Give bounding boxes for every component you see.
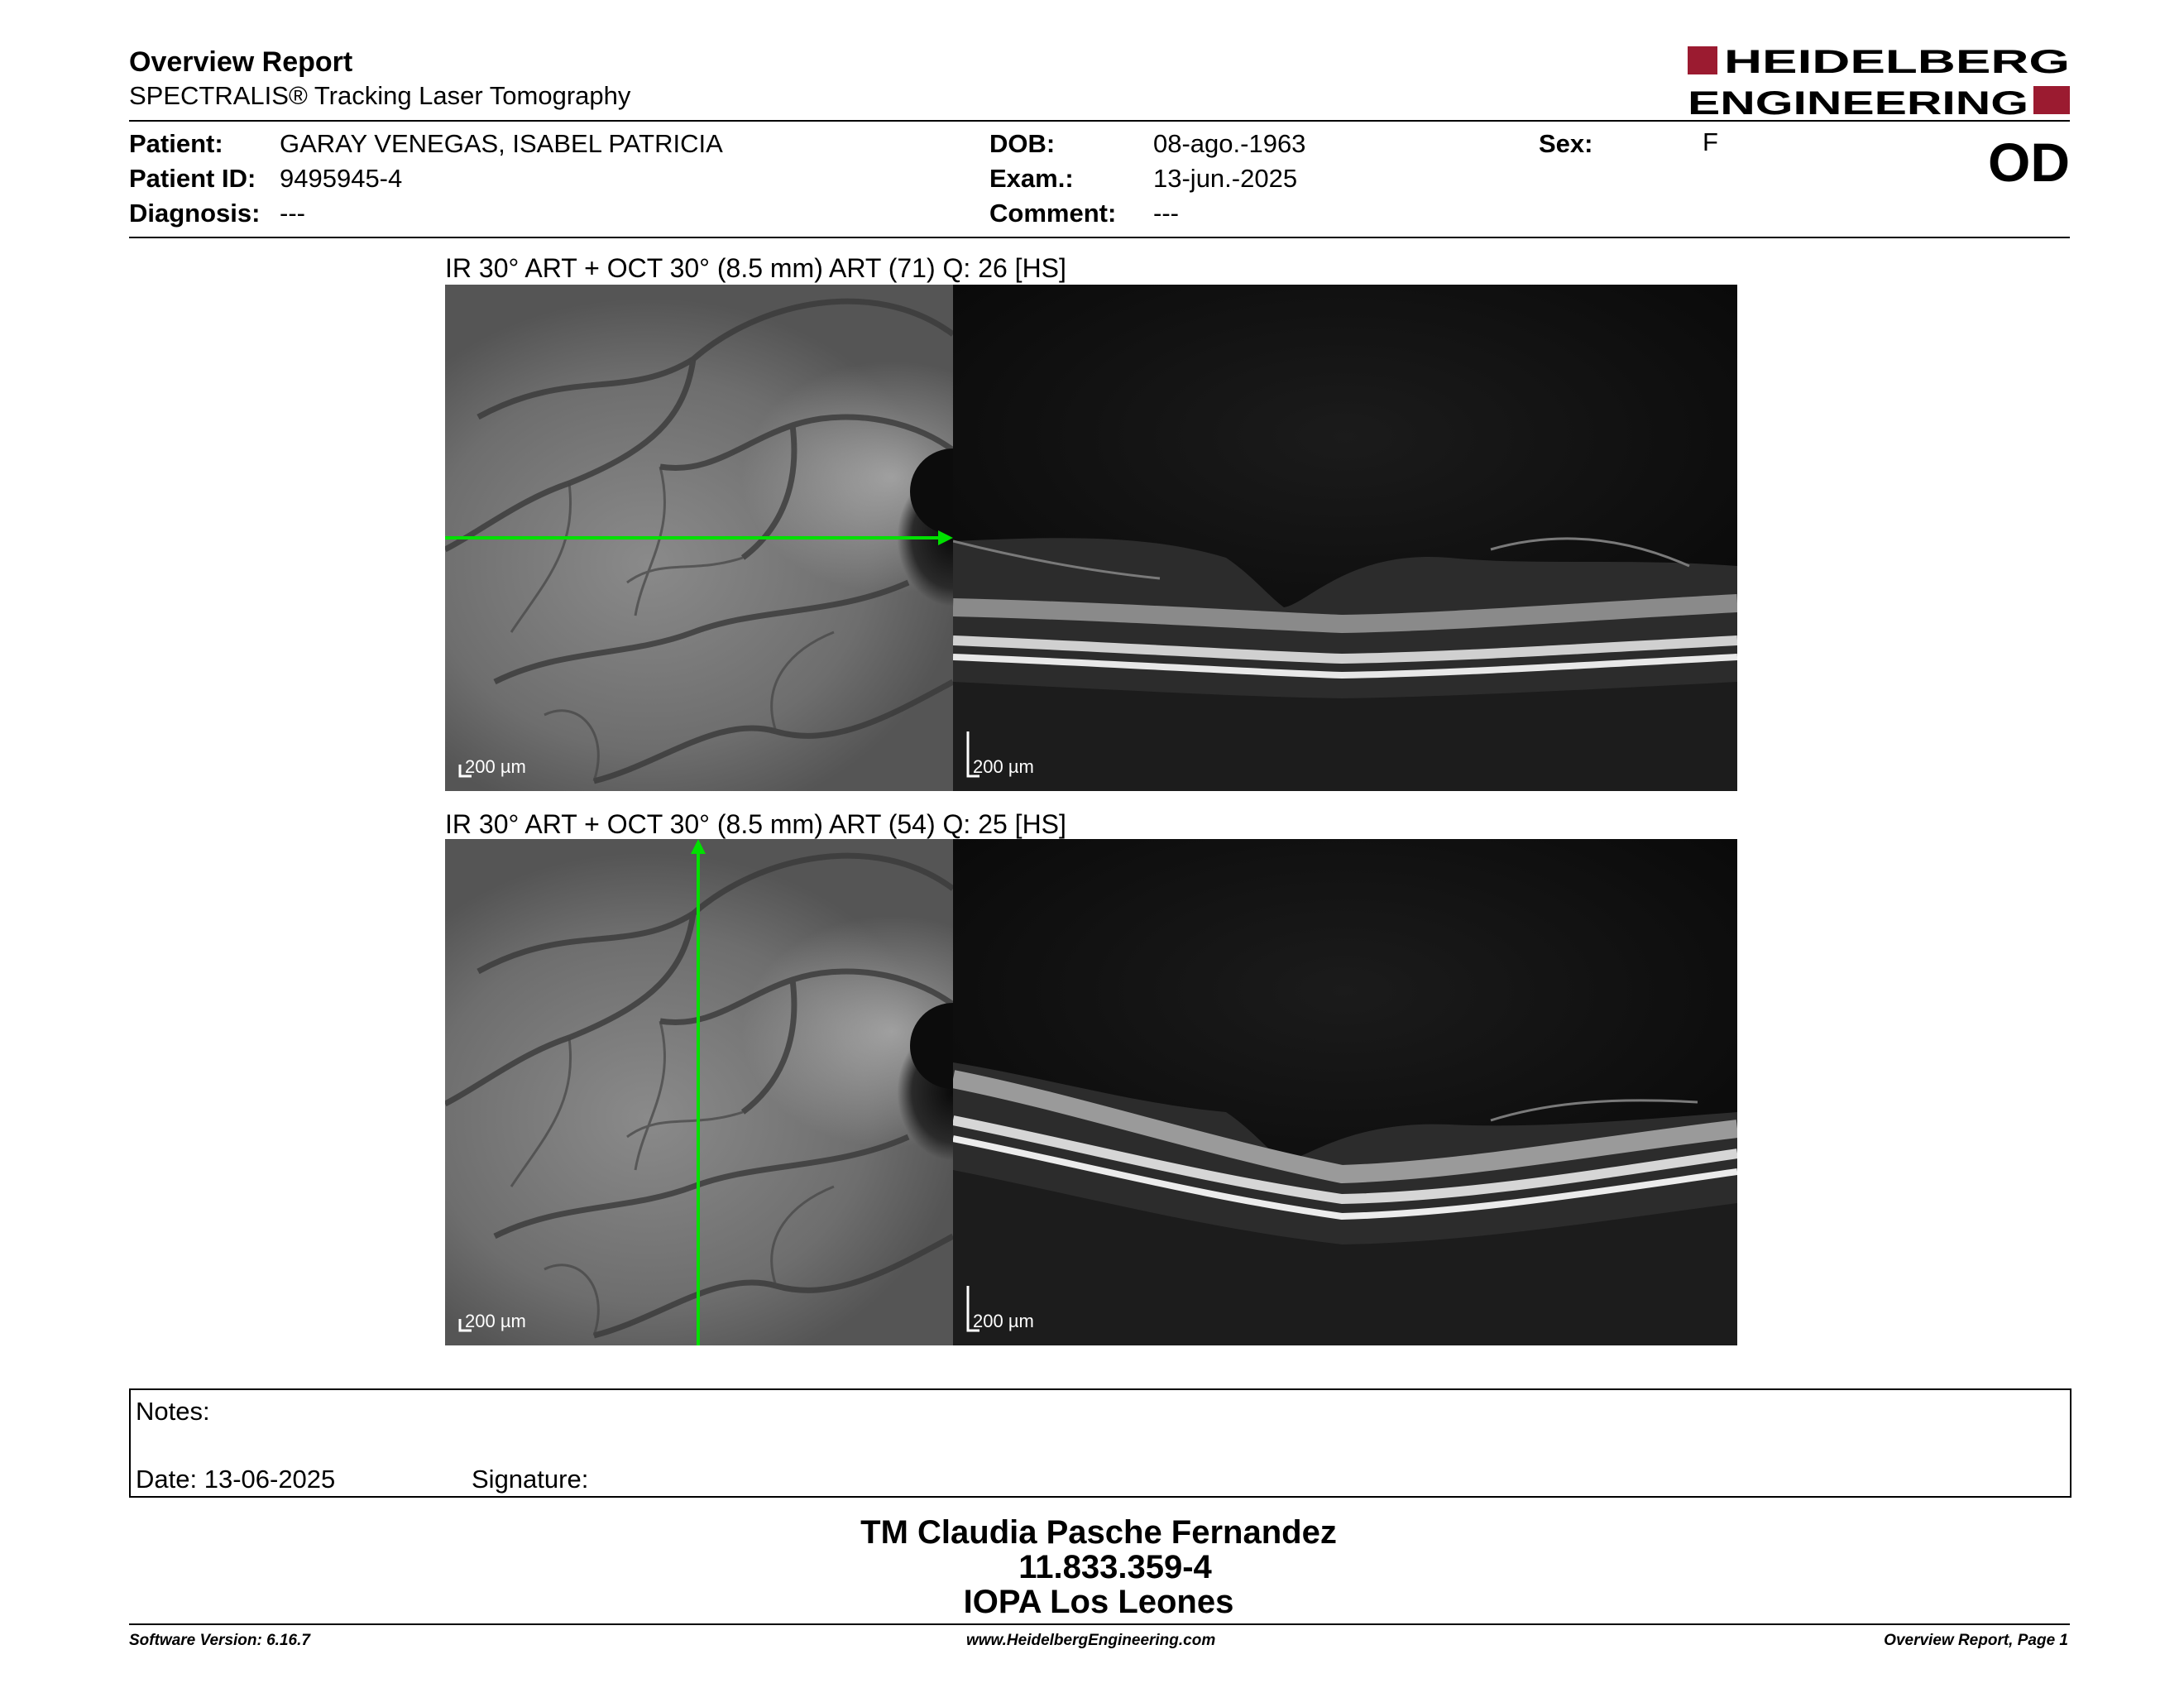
scan2-bscan-scale: 200 µm <box>973 1311 1034 1331</box>
scan1-retina-layers <box>953 285 1737 791</box>
website-link[interactable]: www.HeidelbergEngineering.com <box>966 1632 1216 1649</box>
exam-value: 13-jun.-2025 <box>1153 164 1298 193</box>
sex-value: F <box>1703 127 1718 156</box>
report-title: Overview Report <box>129 46 353 78</box>
scan2-fundus-scale: 200 µm <box>465 1311 526 1331</box>
patient-name: GARAY VENEGAS, ISABEL PATRICIA <box>280 129 723 158</box>
scan1-fundus-scale: 200 µm <box>465 756 526 777</box>
logo-line1: HEIDELBERG <box>1724 45 2070 80</box>
scan2-oct-bscan[interactable] <box>953 839 1737 1345</box>
header-divider <box>129 120 2070 122</box>
scan1-bscan-scale: 200 µm <box>973 756 1034 777</box>
patient-id-value: 9495945-4 <box>280 164 403 193</box>
scan1-title: IR 30° ART + OCT 30° (8.5 mm) ART (71) Q: 26 [HS] <box>445 253 1066 283</box>
logo-line2: ENGINEERING <box>1688 85 2028 117</box>
signature-label: Signature: <box>472 1465 589 1494</box>
scan2-fundus-image[interactable] <box>445 839 953 1345</box>
scan2-vessels <box>445 839 953 1345</box>
software-version: Software Version: 6.16.7 <box>129 1632 310 1649</box>
notes-label: Notes: <box>136 1397 210 1426</box>
dob-value: 08-ago.-1963 <box>1153 129 1306 158</box>
footer-divider <box>129 1623 2070 1625</box>
patient-divider <box>129 237 2070 238</box>
comment-value: --- <box>1153 199 1179 228</box>
scan1-fundus-image[interactable] <box>445 285 953 791</box>
date-label: Date: 13-06-2025 <box>136 1465 336 1494</box>
dob-label: DOB: <box>989 129 1056 158</box>
exam-label: Exam.: <box>989 164 1074 193</box>
patient-label: Patient: <box>129 129 223 158</box>
signer-name: TM Claudia Pasche Fernandez <box>860 1514 1337 1551</box>
signer-institution: IOPA Los Leones <box>963 1584 1234 1620</box>
diagnosis-label: Diagnosis: <box>129 199 261 228</box>
heidelberg-logo <box>1688 45 2070 117</box>
sex-label: Sex: <box>1539 129 1593 158</box>
signer-id: 11.833.359-4 <box>1018 1549 1212 1585</box>
eye-indicator: OD <box>1988 132 2070 193</box>
scan2-retina-layers <box>953 839 1737 1345</box>
patient-id-label: Patient ID: <box>129 164 256 193</box>
scan1-oct-bscan[interactable] <box>953 285 1737 791</box>
scan2-title: IR 30° ART + OCT 30° (8.5 mm) ART (54) Q: 25 [HS] <box>445 809 1066 839</box>
scan1-vessels <box>445 285 953 791</box>
diagnosis-value: --- <box>280 199 305 228</box>
notes-box[interactable] <box>129 1388 2071 1498</box>
page-indicator: Overview Report, Page 1 <box>1884 1632 2068 1649</box>
report-subtitle: SPECTRALIS® Tracking Laser Tomography <box>129 81 631 110</box>
comment-label: Comment: <box>989 199 1117 228</box>
